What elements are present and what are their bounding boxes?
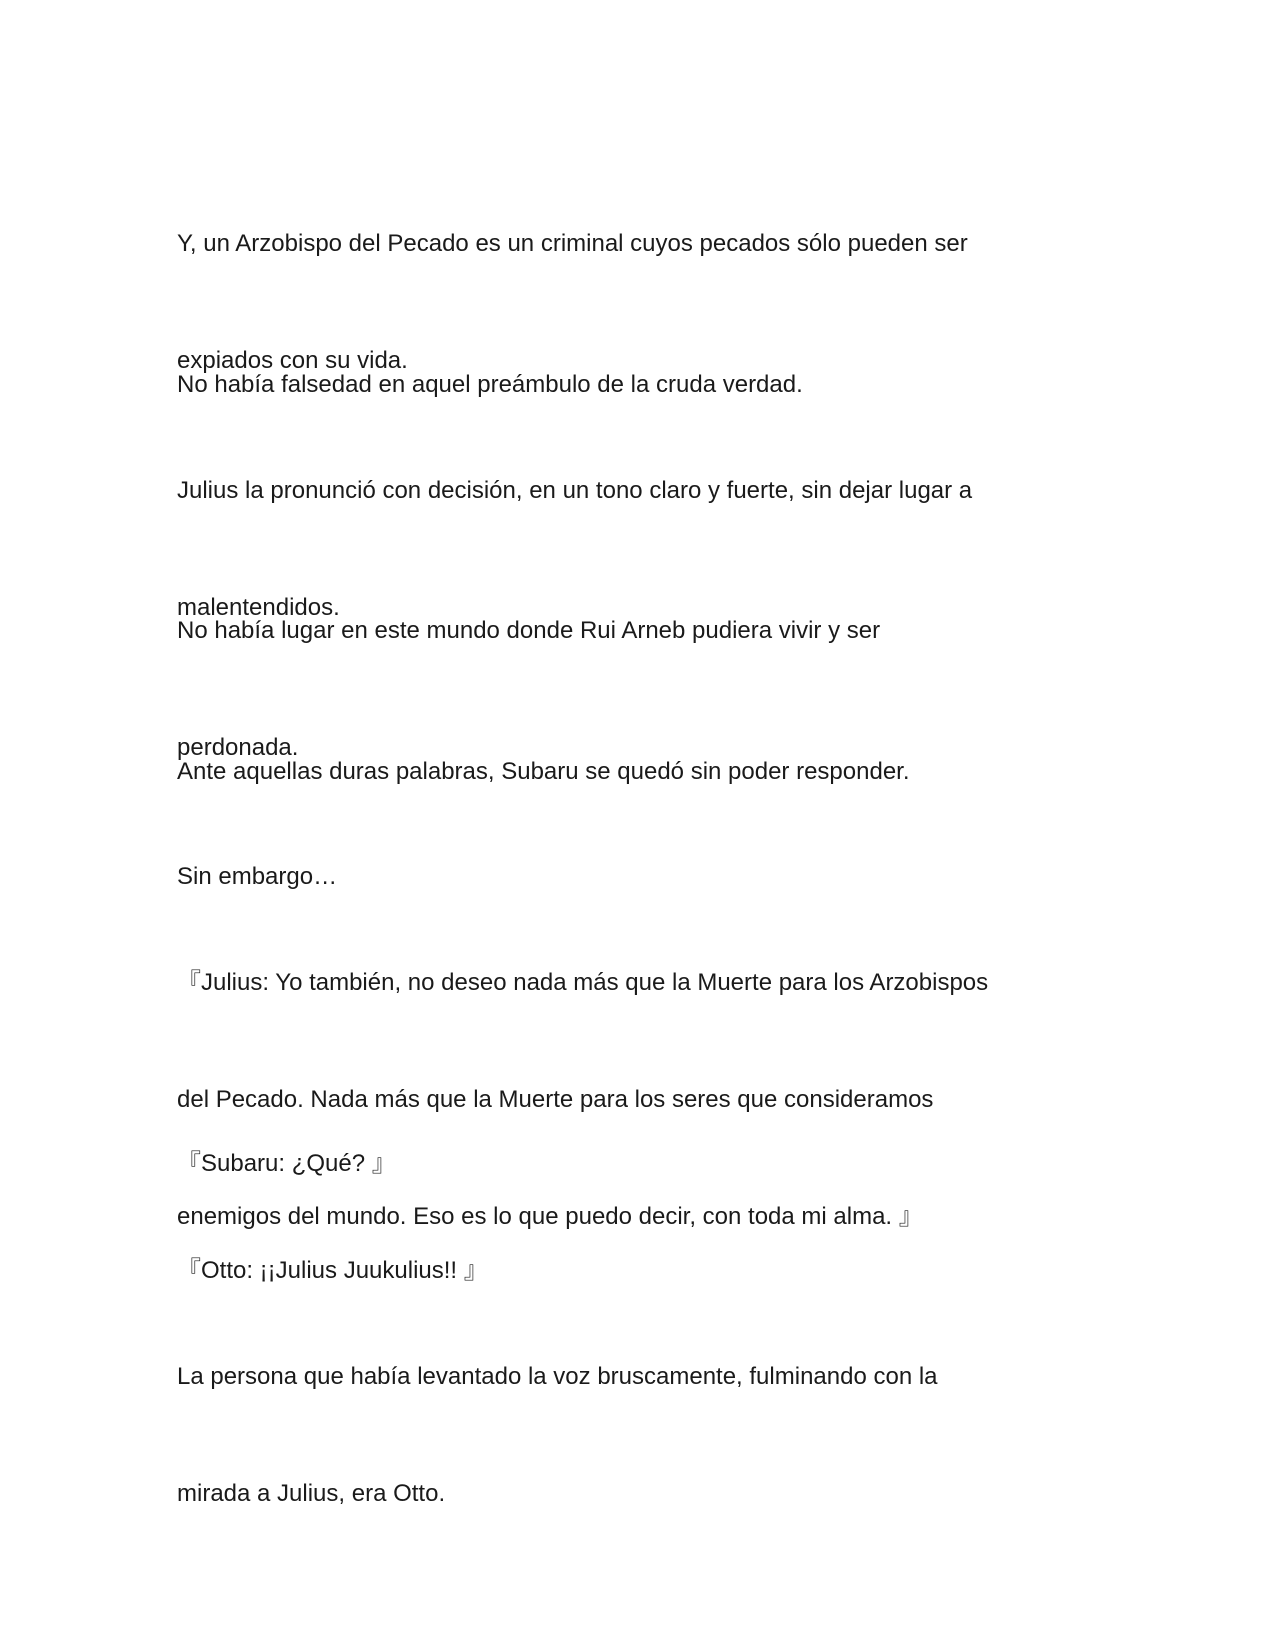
text-line: No había falsedad en aquel preámbulo de la cruda verdad. bbox=[177, 371, 803, 398]
text-line: malentendidos. bbox=[177, 594, 340, 621]
text-line: enemigos del mundo. Eso es lo que puedo decir, con toda mi alma. 』 bbox=[177, 1203, 923, 1230]
text-line: No había lugar en este mundo donde Rui Arneb pudiera vivir y ser bbox=[177, 617, 881, 644]
text-line: Sin embargo… bbox=[177, 863, 338, 890]
text-line: La persona que había levantado la voz bruscamente, fulminando con la bbox=[177, 1363, 938, 1390]
text-line: Julius la pronunció con decisión, en un tono claro y fuerte, sin dejar lugar a bbox=[177, 477, 973, 504]
text-line: 『Julius: Yo también, no deseo nada más que la Muerte para los Arzobispos bbox=[177, 969, 989, 996]
text-line: del Pecado. Nada más que la Muerte para los seres que consideramos bbox=[177, 1086, 934, 1113]
text-line: 『Subaru: ¿Qué? 』 bbox=[177, 1150, 396, 1177]
text-line: Y, un Arzobispo del Pecado es un criminal cuyos pecados sólo pueden ser bbox=[177, 230, 968, 257]
paragraph-persona-otto bbox=[177, 1279, 1087, 1591]
text-line: Ante aquellas duras palabras, Subaru se quedó sin poder responder. bbox=[177, 758, 910, 785]
text-line: 『Otto: ¡¡Julius Juukulius!! 』 bbox=[177, 1257, 488, 1284]
text-line: perdonada. bbox=[177, 734, 299, 761]
text-line: expiados con su vida. bbox=[177, 347, 408, 374]
text-line: mirada a Julius, era Otto. bbox=[177, 1480, 446, 1507]
